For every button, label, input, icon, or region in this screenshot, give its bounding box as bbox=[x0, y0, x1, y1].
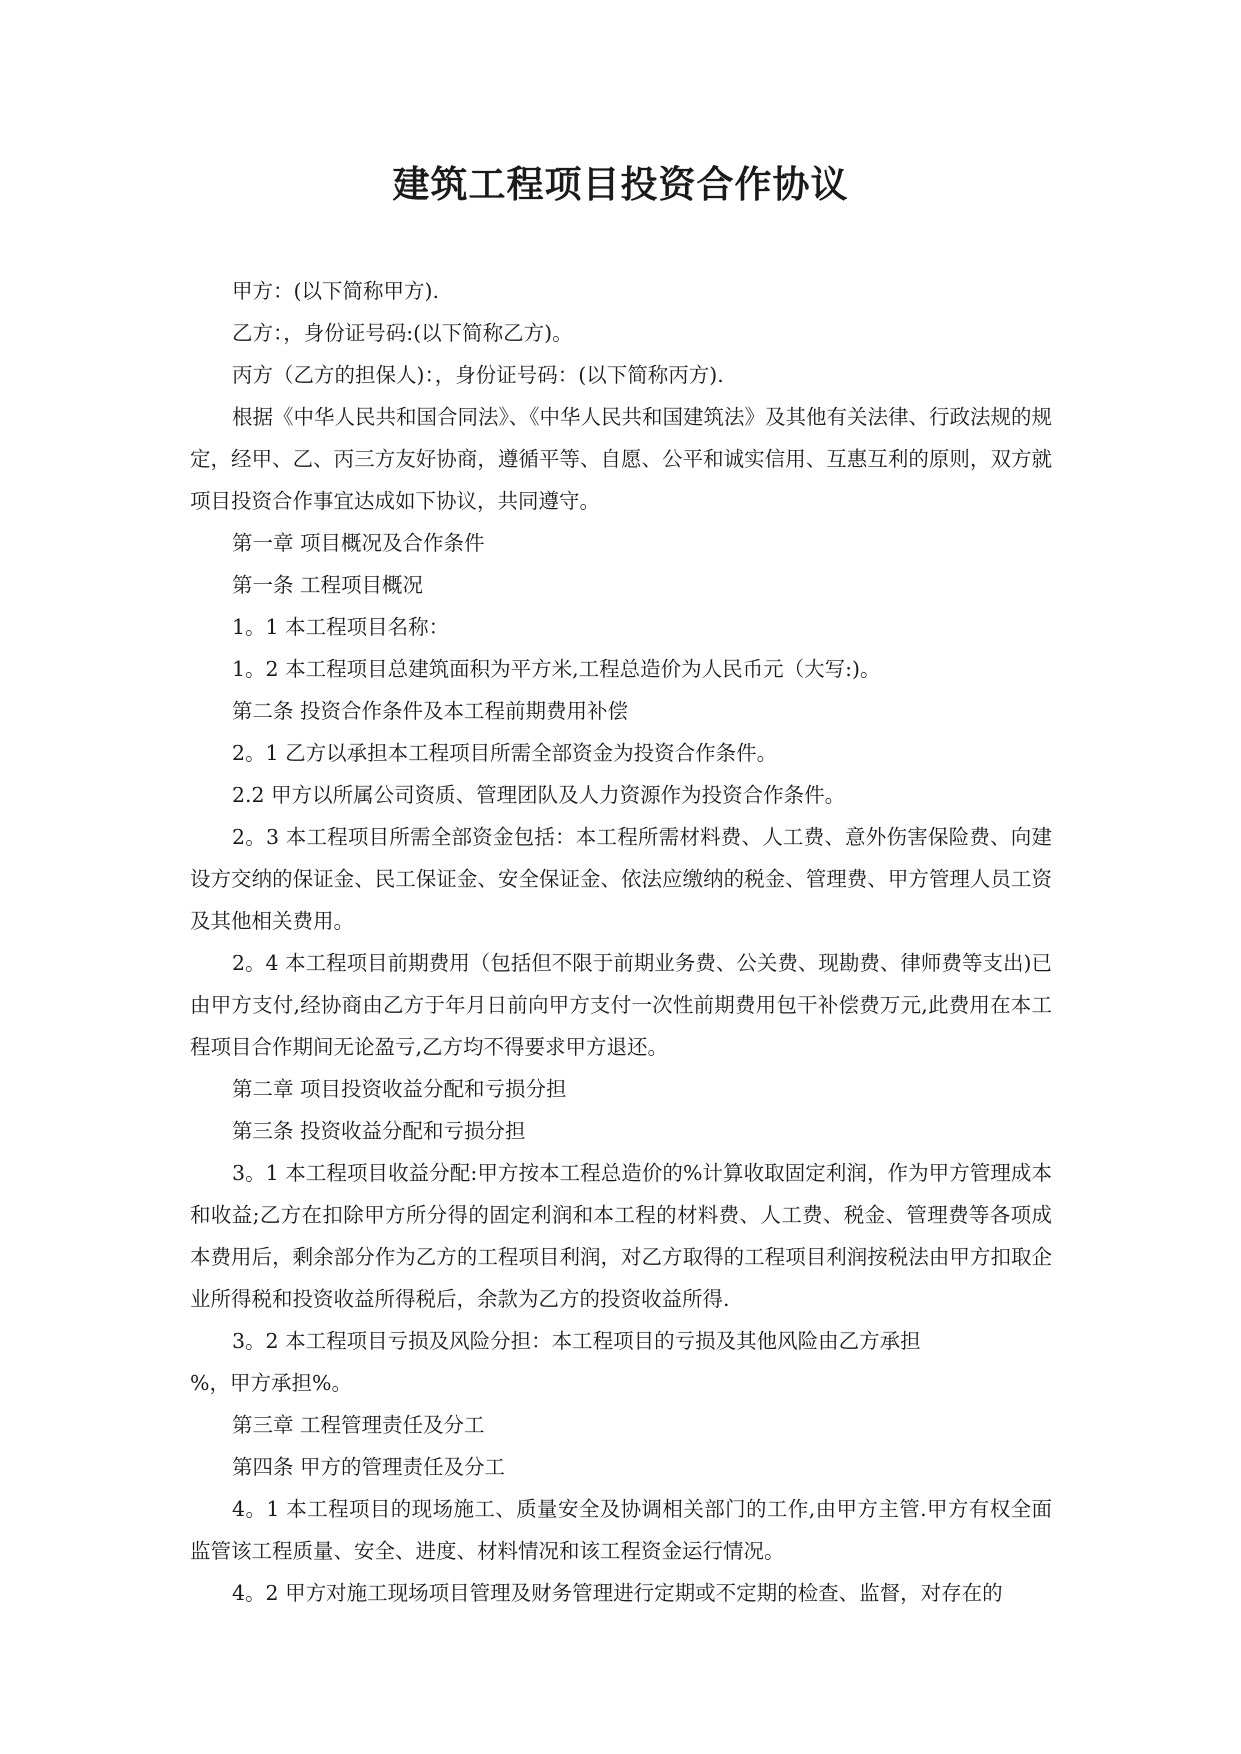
clause-3-1: 3。1 本工程项目收益分配:甲方按本工程总造价的%计算收取固定利润，作为甲方管理成本和收益;乙方在扣除甲方所分得的固定利润和本工程的材料费、人工费、税金、管理费等各项成本费用后，剩余部分作为乙方的工程项目利润，对乙方取得的工程项目利润按税法由甲方扣取企业所得税和投资收益所得税后，余款为乙方的投资收益所得. bbox=[190, 1161, 1052, 1311]
article-heading-4: 第四条 甲方的管理责任及分工 bbox=[232, 1455, 506, 1479]
clause-2-4: 2。4 本工程项目前期费用（包括但不限于前期业务费、公关费、现勘费、律师费等支出)已由甲方支付,经协商由乙方于年月日前向甲方支付一次性前期费用包干补偿费万元,此费用在本工程项目合作期间无论盈亏,乙方均不得要求甲方退还。 bbox=[190, 951, 1052, 1059]
chapter-heading-3: 第三章 工程管理责任及分工 bbox=[232, 1413, 485, 1437]
article-heading-1: 第一条 工程项目概况 bbox=[232, 573, 424, 597]
clause-2-3: 2。3 本工程项目所需全部资金包括：本工程所需材料费、人工费、意外伤害保险费、向建设方交纳的保证金、民工保证金、安全保证金、依法应缴纳的税金、管理费、甲方管理人员工资及其他相关费用。 bbox=[190, 825, 1052, 933]
article-heading-3: 第三条 投资收益分配和亏损分担 bbox=[232, 1119, 526, 1143]
paragraph-party-c: 丙方（乙方的担保人)：，身份证号码：(以下简称丙方). bbox=[232, 363, 724, 387]
clause-2-2: 2.2 甲方以所属公司资质、管理团队及人力资源作为投资合作条件。 bbox=[232, 783, 846, 807]
document-title: 建筑工程项目投资合作协议 bbox=[392, 162, 849, 206]
clause-1-2: 1。2 本工程项目总建筑面积为平方米,工程总造价为人民币元（大写:)。 bbox=[232, 657, 881, 681]
clause-3-2-continued: %，甲方承担%。 bbox=[190, 1371, 352, 1395]
clause-2-1: 2。1 乙方以承担本工程项目所需全部资金为投资合作条件。 bbox=[232, 741, 778, 765]
clause-4-2: 4。2 甲方对施工现场项目管理及财务管理进行定期或不定期的检查、监督，对存在的 bbox=[232, 1581, 1003, 1605]
article-heading-2: 第二条 投资合作条件及本工程前期费用补偿 bbox=[232, 699, 629, 723]
chapter-heading-2: 第二章 项目投资收益分配和亏损分担 bbox=[232, 1077, 567, 1101]
clause-1-1: 1。1 本工程项目名称： bbox=[232, 615, 450, 639]
paragraph-party-a: 甲方：(以下简称甲方). bbox=[232, 279, 440, 303]
document-body bbox=[190, 270, 1052, 1614]
clause-4-1: 4。1 本工程项目的现场施工、质量安全及协调相关部门的工作,由甲方主管.甲方有权全面监管该工程质量、安全、进度、材料情况和该工程资金运行情况。 bbox=[190, 1497, 1052, 1563]
clause-3-2: 3。2 本工程项目亏损及风险分担：本工程项目的亏损及其他风险由乙方承担 bbox=[232, 1329, 921, 1353]
paragraph-preamble: 根据《中华人民共和国合同法》、《中华人民共和国建筑法》及其他有关法律、行政法规的规定，经甲、乙、丙三方友好协商，遵循平等、自愿、公平和诚实信用、互惠互利的原则，双方就项目投资合作事宜达成如下协议，共同遵守。 bbox=[190, 405, 1052, 513]
paragraph-party-b: 乙方：，身份证号码:(以下简称乙方)。 bbox=[232, 321, 573, 345]
chapter-heading-1: 第一章 项目概况及合作条件 bbox=[232, 531, 485, 555]
